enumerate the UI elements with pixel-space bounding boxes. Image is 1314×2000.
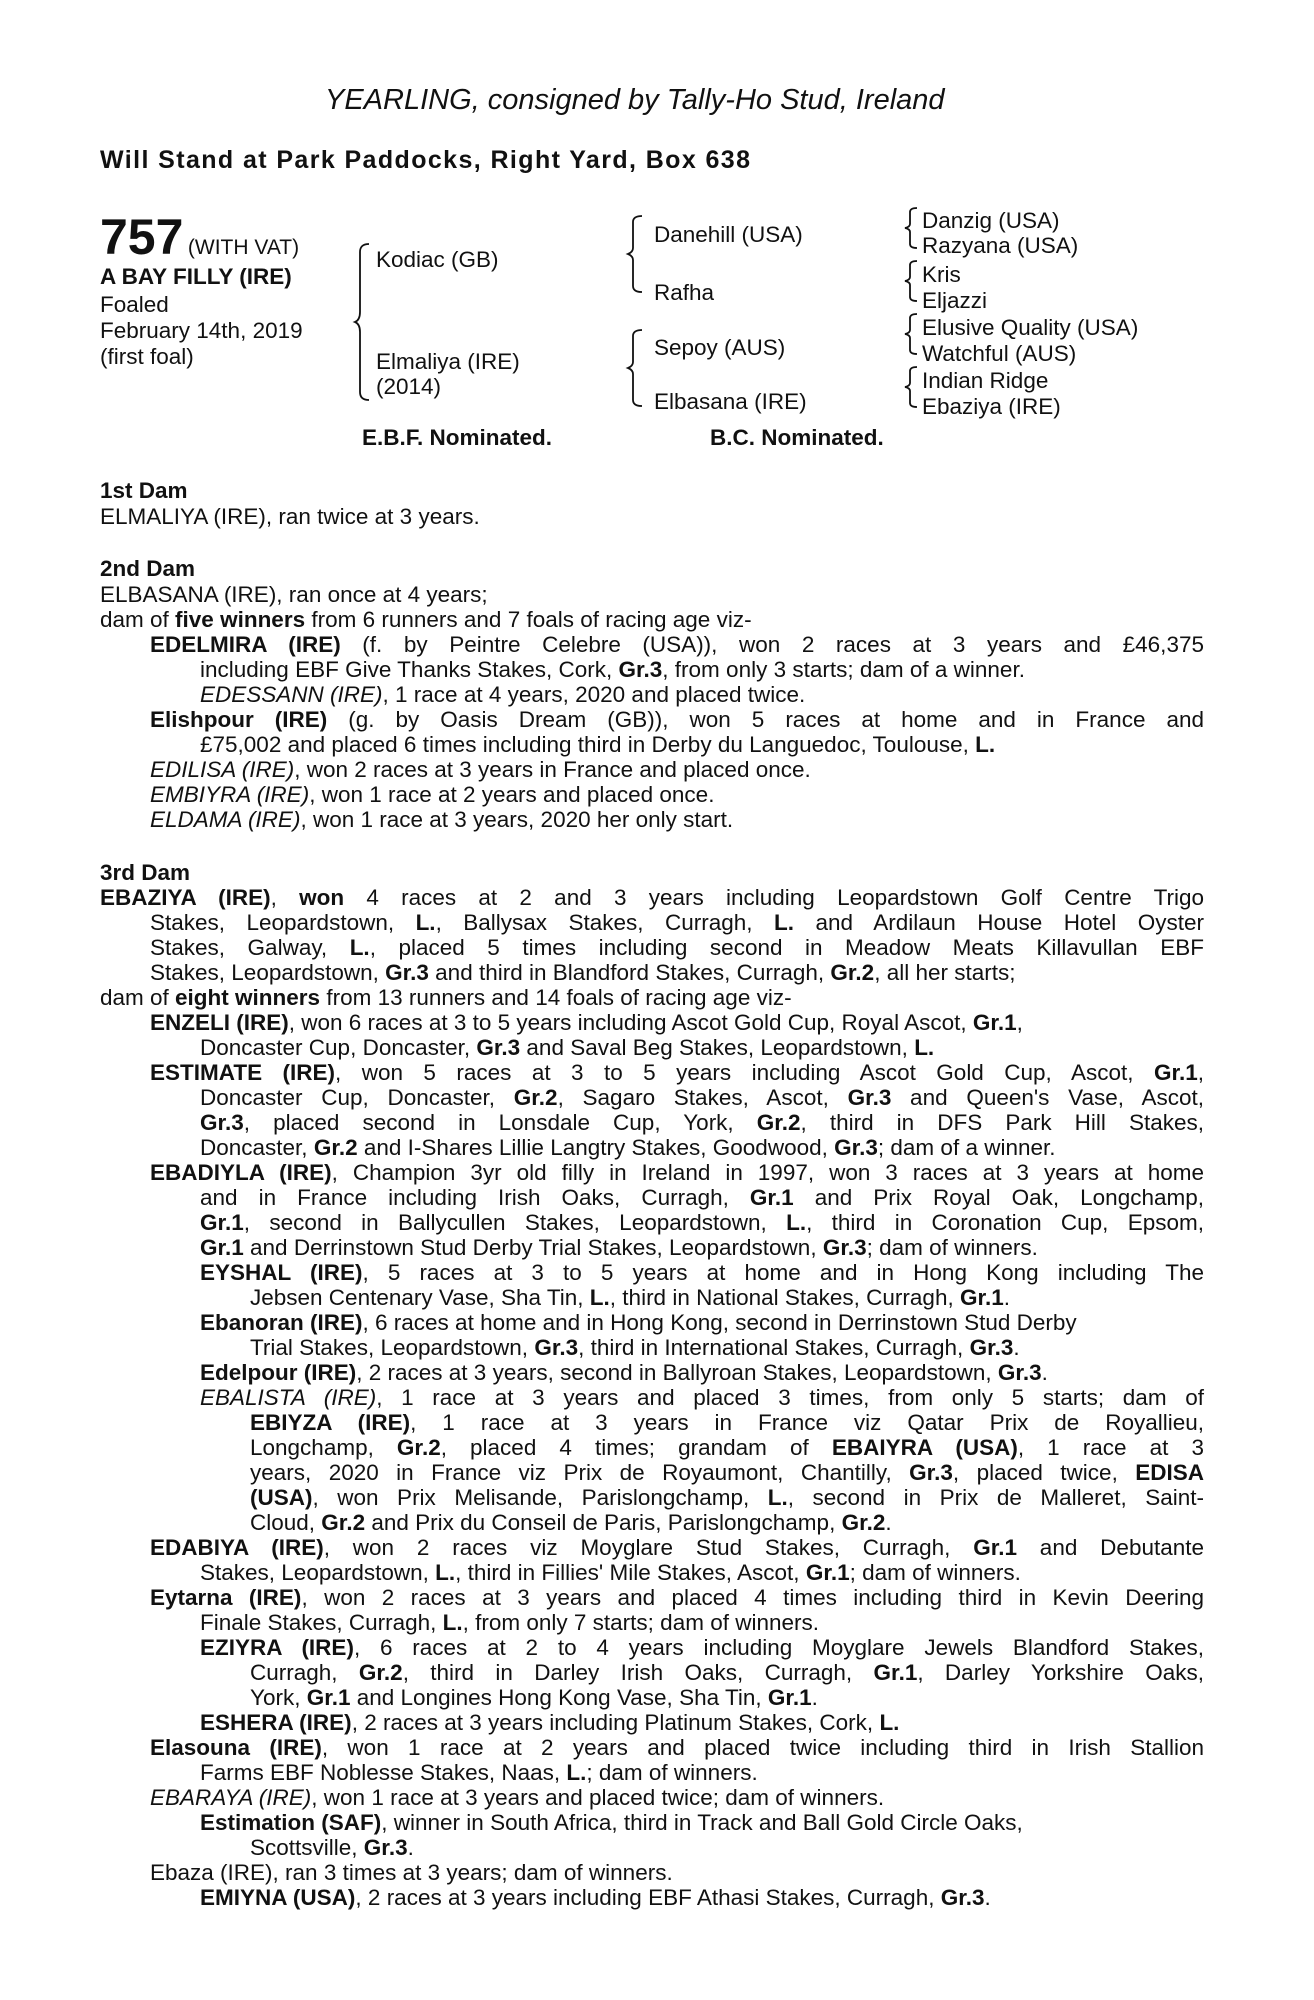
third-dam-line: (USA), won Prix Melisande, Parislongchamp, L., second in Prix de Malleret, Saint- [250,1485,1204,1510]
third-dam-line: Stakes, Leopardstown, L., Ballysax Stakes, Curragh, L. and Ardilaun House Hotel Oyster [150,910,1204,935]
third-dam-line: Doncaster, Gr.2 and I-Shares Lillie Langtry Stakes, Goodwood, Gr.3; dam of a winner. [200,1135,1056,1160]
third-dam-line: Curragh, Gr.2, third in Darley Irish Oaks, Curragh, Gr.1, Darley Yorkshire Oaks, [250,1660,1204,1685]
pedigree-gen3-7: Indian Ridge [922,368,1049,393]
third-dam-line: Estimation (SAF), winner in South Africa, third in Track and Ball Gold Circle Oaks, [200,1810,1023,1835]
consignment-heading: YEARLING, consigned by Tally-Ho Stud, Ireland [325,84,945,116]
third-dam-line: Doncaster Cup, Doncaster, Gr.2, Sagaro Stakes, Ascot, Gr.3 and Queen's Vase, Ascot, [200,1085,1204,1110]
pedigree-dam: Elmaliya (IRE) [376,349,520,374]
pedigree-dam-dam: Elbasana (IRE) [654,389,807,414]
third-dam-line: Farms EBF Noblesse Stakes, Naas, L.; dam of winners. [200,1760,758,1785]
first-foal-note: (first foal) [100,344,194,369]
pedigree-dam-sire: Sepoy (AUS) [654,335,786,360]
second-dam-line: ELDAMA (IRE), won 1 race at 3 years, 2020 her only start. [150,807,734,832]
third-dam-line: EBADIYLA (IRE), Champion 3yr old filly in Ireland in 1997, won 3 races at 3 years at home [150,1160,1204,1185]
third-dam-line: EBARAYA (IRE), won 1 race at 3 years and placed twice; dam of winners. [150,1785,885,1810]
second-dam-line: £75,002 and placed 6 times including third in Derby du Languedoc, Toulouse, L. [200,732,996,757]
third-dam-line: Trial Stakes, Leopardstown, Gr.3, third in International Stakes, Curragh, Gr.3. [250,1335,1020,1360]
third-dam-line: dam of eight winners from 13 runners and 14 foals of racing age viz- [100,985,792,1010]
second-dam-line: dam of five winners from 6 runners and 7 foals of racing age viz- [100,607,752,632]
pedigree-bracket-main [355,242,375,402]
pedigree-dam-year: (2014) [376,374,442,399]
pedigree-bracket-sire [628,214,648,294]
third-dam-line: Elasouna (IRE), won 1 race at 2 years and placed twice including third in Irish Stallion [150,1735,1204,1760]
pedigree-gen3-2: Razyana (USA) [922,233,1079,258]
lot-name: A BAY FILLY (IRE) [100,264,292,289]
stand-location: Will Stand at Park Paddocks, Right Yard, Box 638 [100,146,752,174]
third-dam-line: Doncaster Cup, Doncaster, Gr.3 and Saval Beg Stakes, Leopardstown, L. [200,1035,935,1060]
ebf-nominated: E.B.F. Nominated. [362,425,553,450]
first-dam-heading: 1st Dam [100,478,188,503]
second-dam-heading: 2nd Dam [100,556,196,581]
vat-note: (WITH VAT) [187,236,300,259]
bc-nominated: B.C. Nominated. [710,425,884,450]
third-dam-line: EYSHAL (IRE), 5 races at 3 to 5 years at home and in Hong Kong including The [200,1260,1204,1285]
pedigree-gen3-4: Eljazzi [922,288,988,313]
third-dam-line: Cloud, Gr.2 and Prix du Conseil de Paris, Parislongchamp, Gr.2. [250,1510,892,1535]
third-dam-line: Stakes, Leopardstown, L., third in Fillies' Mile Stakes, Ascot, Gr.1; dam of winners. [200,1560,1021,1585]
second-dam-line: EDILISA (IRE), won 2 races at 3 years in France and placed once. [150,757,811,782]
third-dam-line: Jebsen Centenary Vase, Sha Tin, L., third in National Stakes, Curragh, Gr.1. [250,1285,1011,1310]
pedigree-gen3-8: Ebaziya (IRE) [922,394,1061,419]
pedigree-gen3-6: Watchful (AUS) [922,341,1077,366]
pedigree-bracket-g56 [905,312,919,356]
third-dam-line: Ebanoran (IRE), 6 races at home and in Hong Kong, second in Derrinstown Stud Derby [200,1310,1077,1335]
pedigree-gen3-1: Danzig (USA) [922,208,1060,233]
third-dam-line: Gr.1, second in Ballycullen Stakes, Leopardstown, L., third in Coronation Cup, Epsom, [200,1210,1204,1235]
second-dam-line: ELBASANA (IRE), ran once at 4 years; [100,582,488,607]
pedigree-bracket-g78 [905,365,919,409]
third-dam-line: Longchamp, Gr.2, placed 4 times; grandam of EBAIYRA (USA), 1 race at 3 [250,1435,1204,1460]
third-dam-line: York, Gr.1 and Longines Hong Kong Vase, Sha Tin, Gr.1. [250,1685,818,1710]
pedigree-sire: Kodiac (GB) [376,247,499,272]
third-dam-line: Gr.3, placed second in Lonsdale Cup, York, Gr.2, third in DFS Park Hill Stakes, [200,1110,1204,1135]
foaled-label: Foaled [100,292,169,317]
second-dam-line: Elishpour (IRE) (g. by Oasis Dream (GB)), won 5 races at home and in France and [150,707,1204,732]
foaled-date: February 14th, 2019 [100,318,303,343]
third-dam-line: ESTIMATE (IRE), won 5 races at 3 to 5 years including Ascot Gold Cup, Ascot, Gr.1, [150,1060,1204,1085]
pedigree-bracket-g12 [905,206,919,250]
third-dam-line: EBAZIYA (IRE), won 4 races at 2 and 3 years including Leopardstown Golf Centre Trigo [100,885,1204,910]
third-dam-line: Gr.1 and Derrinstown Stud Derby Trial Stakes, Leopardstown, Gr.3; dam of winners. [200,1235,1038,1260]
pedigree-sire-dam: Rafha [654,280,715,305]
lot-number: 757 [100,209,184,265]
third-dam-line: EZIYRA (IRE), 6 races at 2 to 4 years including Moyglare Jewels Blandford Stakes, [200,1635,1204,1660]
pedigree-gen3-5: Elusive Quality (USA) [922,315,1139,340]
third-dam-line: years, 2020 in France viz Prix de Royaumont, Chantilly, Gr.3, placed twice, EDISA [250,1460,1205,1485]
second-dam-line: EDELMIRA (IRE) (f. by Peintre Celebre (USA)), won 2 races at 3 years and £46,375 [150,632,1204,657]
third-dam-line: Eytarna (IRE), won 2 races at 3 years and placed 4 times including third in Kevin Deering [150,1585,1204,1610]
third-dam-line: Edelpour (IRE), 2 races at 3 years, second in Ballyroan Stakes, Leopardstown, Gr.3. [200,1360,1048,1385]
third-dam-line: EMIYNA (USA), 2 races at 3 years including EBF Athasi Stakes, Curragh, Gr.3. [200,1885,991,1910]
first-dam-text: ELMALIYA (IRE), ran twice at 3 years. [100,504,480,529]
third-dam-line: EBALISTA (IRE), 1 race at 3 years and placed 3 times, from only 5 starts; dam of [200,1385,1204,1410]
third-dam-line: EDABIYA (IRE), won 2 races viz Moyglare Stud Stakes, Curragh, Gr.1 and Debutante [150,1535,1205,1560]
third-dam-heading: 3rd Dam [100,860,191,885]
third-dam-line: and in France including Irish Oaks, Curragh, Gr.1 and Prix Royal Oak, Longchamp, [200,1185,1204,1210]
third-dam-line: EBIYZA (IRE), 1 race at 3 years in France viz Qatar Prix de Royallieu, [250,1410,1205,1435]
second-dam-line: EDESSANN (IRE), 1 race at 4 years, 2020 and placed twice. [200,682,806,707]
second-dam-line: EMBIYRA (IRE), won 1 race at 2 years and placed once. [150,782,715,807]
lot-number-row [100,209,300,265]
third-dam-line: Stakes, Galway, L., placed 5 times including second in Meadow Meats Killavullan EBF [150,935,1204,960]
third-dam-line: Finale Stakes, Curragh, L., from only 7 starts; dam of winners. [200,1610,819,1635]
second-dam-line: including EBF Give Thanks Stakes, Cork, Gr.3, from only 3 starts; dam of a winner. [200,657,1025,682]
pedigree-gen3-3: Kris [922,262,961,287]
third-dam-line: Ebaza (IRE), ran 3 times at 3 years; dam of winners. [150,1860,673,1885]
third-dam-line: ESHERA (IRE), 2 races at 3 years including Platinum Stakes, Cork, L. [200,1710,900,1735]
pedigree-bracket-g34 [905,259,919,303]
third-dam-line: Stakes, Leopardstown, Gr.3 and third in Blandford Stakes, Curragh, Gr.2, all her starts; [150,960,1016,985]
pedigree-bracket-dam [628,328,648,408]
pedigree-sire-sire: Danehill (USA) [654,222,803,247]
third-dam-line: ENZELI (IRE), won 6 races at 3 to 5 years including Ascot Gold Cup, Royal Ascot, Gr.1, [150,1010,1023,1035]
third-dam-line: Scottsville, Gr.3. [250,1835,414,1860]
